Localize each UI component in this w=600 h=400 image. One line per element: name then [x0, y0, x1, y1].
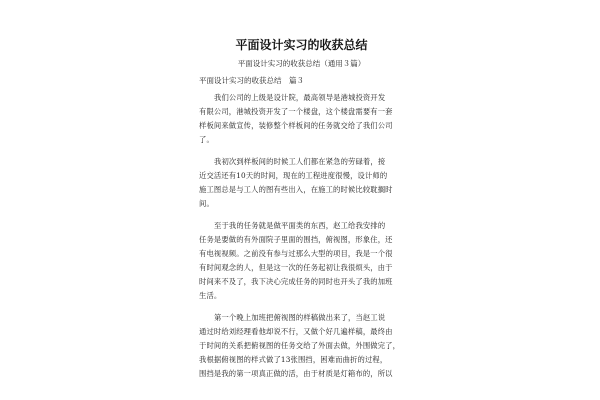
paragraph-line: 我根据俯视图的样式做了13张围挡，困难而曲折的过程，: [199, 355, 388, 364]
paragraph-line: 近交活还有10天的时间，现在的工程进度很慢，设计师的: [199, 171, 388, 180]
paragraph-line: 至于我的任务就是做平面类的东西，赵工给我安排的: [214, 221, 386, 230]
paragraph-line: 围挡是我的第一项真正做的活，由于材质是灯箱布的，所以: [199, 369, 393, 378]
paragraph-line: 任务是要做的有外面院子里面的围挡，俯视图，形象住，还: [199, 235, 393, 244]
paragraph-line: 间。: [199, 199, 214, 208]
paragraph-2: [199, 155, 404, 211]
paragraph-line: 有时间观念的人，但是这一次的任务起初让我很烦头，由于: [199, 263, 393, 272]
document-column: [199, 36, 404, 389]
document-subtitle: 平面设计实习的收获总结（通用３篇）: [237, 59, 366, 68]
paragraph-line: 时间来不及了，我下决心完成任务的同时也开头了我的加班: [199, 277, 393, 286]
paragraph-line: 施工图总是与工人的图有些出入，在施工的时候比较耽搁时: [199, 185, 393, 194]
paragraph-line: 样板间来做宣传，装修整个样板间的任务就交给了我们公司: [199, 121, 393, 130]
paragraph-3: [199, 219, 404, 303]
document-title: 平面设计实习的收获总结: [235, 38, 368, 52]
paragraph-line: 我初次到样板间的时候工人们都在紧急的劳碌着，接: [214, 157, 386, 166]
paragraph-line: 有电视视频。之前没有参与过那么大型的项目，我是一个很: [199, 249, 393, 258]
section-heading: 平面设计实习的收获总结 篇３: [199, 76, 304, 85]
paragraph-line: 了。: [199, 135, 214, 144]
paragraph-line: 于时间的关系把俯视图的任务交给了外面去做，外围做完了，: [199, 341, 401, 350]
paragraph-line: 第一个晚上加班把俯视图的样稿做出来了，当赵工说: [214, 313, 386, 322]
paragraph-1: [199, 91, 404, 147]
paragraph-line: 通过时给刘经理看他却说不行，又做个好几遍样稿，最终由: [199, 327, 393, 336]
paragraph-line: 我们公司的上级是设计院，最高领导是港城投资开发: [214, 93, 386, 102]
paragraph-4: [199, 311, 404, 381]
paragraph-line: 有限公司，港城投资开发了一个楼盘，这个楼盘需要有一套: [199, 107, 393, 116]
paragraph-line: 生活。: [199, 291, 222, 300]
